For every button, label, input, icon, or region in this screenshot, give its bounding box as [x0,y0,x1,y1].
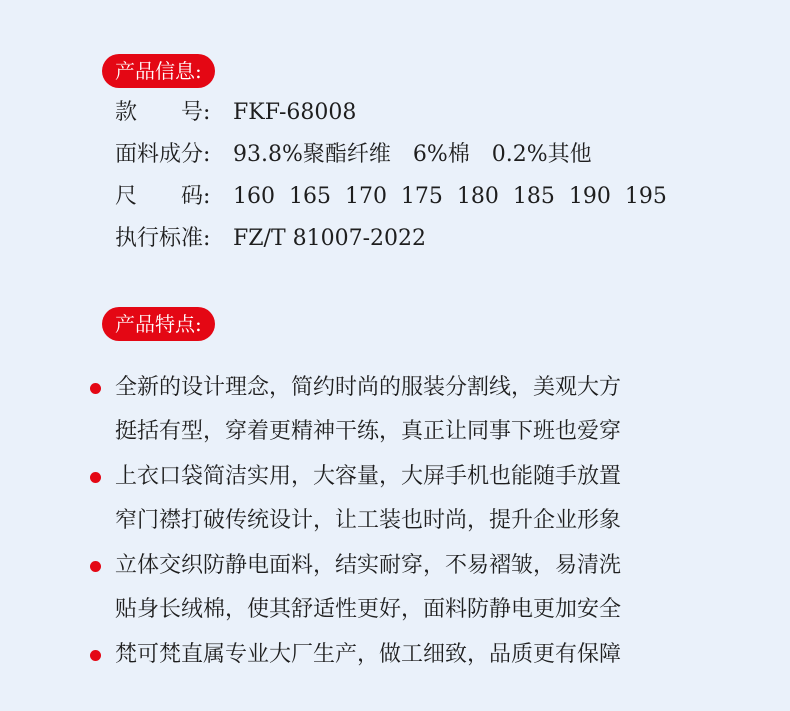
feature-1-line-2: 挺括有型，穿着更精神干练，真正让同事下班也爱穿 [115,419,622,444]
feature-4-line-1: 梵可梵直属专业大厂生产，做工细致，品质更有保障 [115,642,622,667]
info-label: 款 号: [115,100,211,125]
info-row-fabric [115,134,592,176]
product-features-heading: 产品特点: [102,307,215,341]
bullet-dot [90,650,101,661]
info-row-style-number [115,92,356,134]
info-label: 执行标准: [115,226,211,251]
feature-3-line-2: 贴身长绒棉，使其舒适性更好，面料防静电更加安全 [115,597,622,622]
info-row-sizes [115,176,667,218]
info-label: 尺 码: [115,184,211,209]
info-value: FKF-68008 [233,100,357,125]
info-row-standard [115,218,426,260]
feature-2-line-2: 窄门襟打破传统设计，让工装也时尚，提升企业形象 [115,508,622,533]
bullet-dot [90,472,101,483]
info-label: 面料成分: [115,142,211,167]
feature-3-line-1: 立体交织防静电面料，结实耐穿，不易褶皱，易清洗 [115,553,622,578]
bullet-dot [90,383,101,394]
product-info-heading: 产品信息: [102,54,215,88]
feature-1-line-1: 全新的设计理念，简约时尚的服装分割线，美观大方 [115,375,622,400]
feature-2-line-1: 上衣口袋简洁实用，大容量，大屏手机也能随手放置 [115,464,622,489]
info-value: FZ/T 81007-2022 [233,226,427,251]
info-value: 160 165 170 175 180 185 190 195 [233,184,667,209]
info-value: 93.8%聚酯纤维 6%棉 0.2%其他 [233,142,592,167]
bullet-dot [90,561,101,572]
